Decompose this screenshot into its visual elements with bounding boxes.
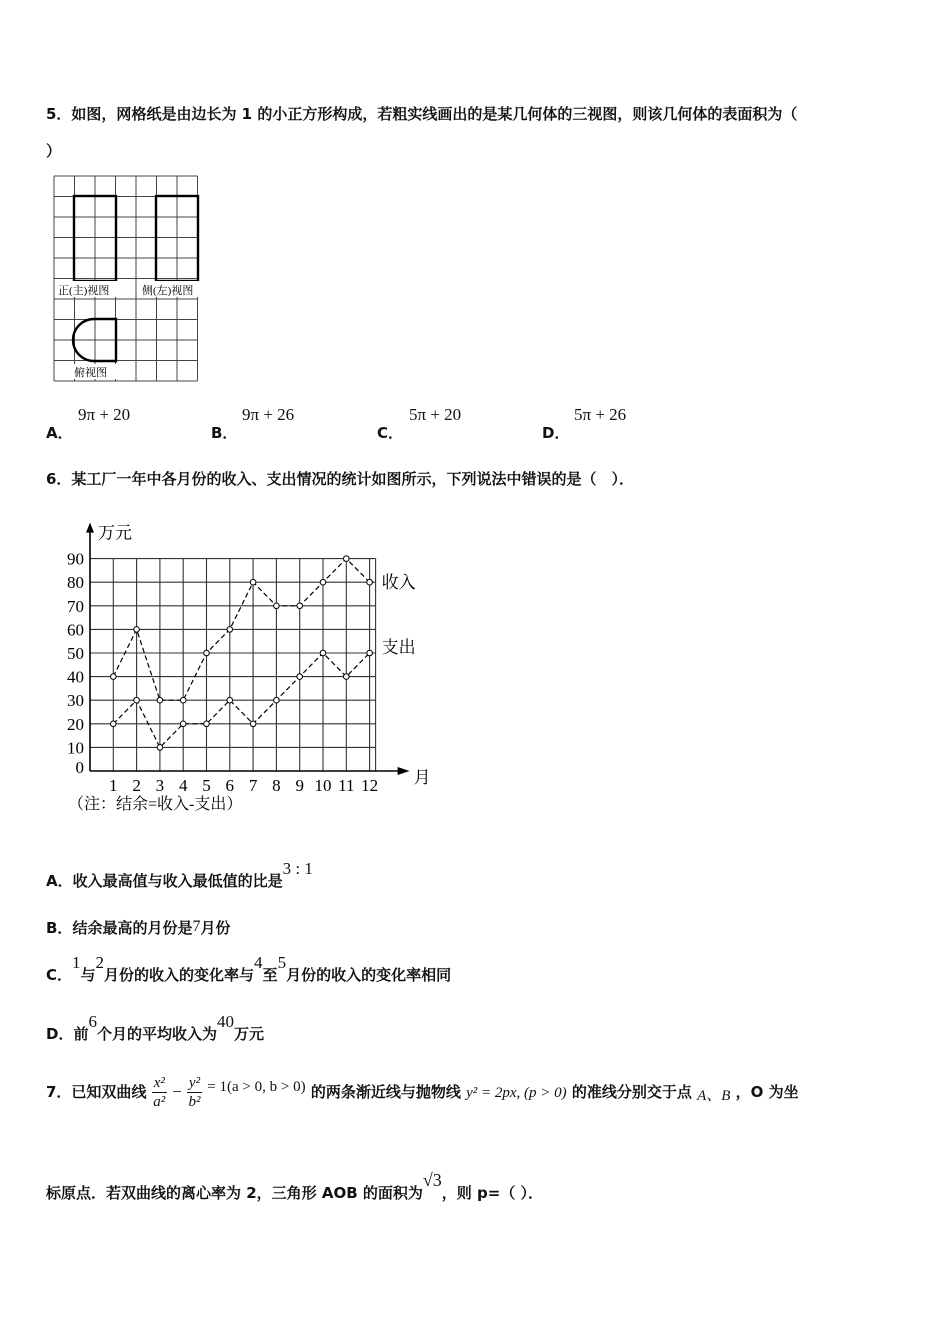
y-tick-label: 40 [67,667,84,687]
data-point [111,674,117,680]
q6-stem: 6．某工厂一年中各月份的收入、支出情况的统计如图所示，下列说法中错误的是（ ）． [46,470,634,488]
x-tick-label: 11 [338,776,355,795]
y-tick-label: 0 [75,758,84,777]
y-tick-label: 70 [67,596,84,616]
option-value: 5π + 20 [409,405,462,424]
option-text: 月份的收入的变化率与 [104,966,255,984]
option-math: 1 [72,953,81,972]
option-value: 9π + 20 [78,405,131,424]
y-tick-label: 10 [67,738,84,758]
data-point [180,721,186,727]
option-letter: C． [377,424,404,442]
data-point [344,556,350,562]
option-value: 5π + 26 [574,405,627,424]
data-point [297,603,303,609]
data-point [157,745,163,751]
option-text: 月份的收入的变化率相同 [286,966,452,984]
option-letter: C． [46,966,73,984]
option-math: 6 [88,1012,97,1031]
chart-note: （注：结余=收入-支出） [68,796,243,813]
option-math: 2 [95,953,105,972]
x-tick-label: 3 [155,776,165,795]
option-letter: A． [46,424,73,442]
y-axis-arrow [86,523,94,533]
q6-option-a[interactable] [46,859,313,891]
option-text: 前 [73,1025,89,1043]
option-math: 5 [277,953,287,972]
y-tick-label: 30 [67,691,84,711]
x-tick-label: 10 [314,776,332,795]
data-point [367,579,373,585]
minus-sign: − [172,1082,182,1101]
y-tick-label: 90 [67,549,84,569]
q7-text: 的两条渐近线与抛物线 [310,1083,461,1101]
data-point [250,579,256,585]
data-point [204,721,210,727]
data-point [227,697,233,703]
x-tick-label: 9 [295,776,304,795]
option-letter: A． [46,872,73,890]
parabola-equation: y² = 2px, (p > 0) [466,1085,567,1101]
hyperbola-condition: = 1(a > 0, b > 0) [207,1079,306,1095]
data-point [134,697,140,703]
fraction-x [152,1074,167,1111]
option-math: 7 [192,918,201,935]
x-axis-arrow [398,767,410,775]
y-tick-label: 20 [67,714,84,734]
q6-option-b[interactable] [46,917,230,938]
data-point [274,603,280,609]
frac-num: x² [153,1075,165,1091]
x-tick-label: 12 [361,776,379,795]
x-tick-label: 7 [248,776,258,795]
y-tick-label: 50 [67,644,84,663]
three-view-figure [52,174,222,384]
q5-stem-close: ） [46,142,62,160]
points-ab: A、B [697,1088,731,1104]
q7-text: 的准线分别交于点 [571,1083,692,1101]
sqrt-three: √3 [422,1170,442,1190]
q7-text: ，则 p=（ ）． [441,1184,544,1202]
data-point [344,674,350,680]
option-text: 与 [80,966,96,984]
frac-num: y² [188,1075,201,1091]
side-view-label: 侧(左)视图 [142,285,194,297]
q7-text: 标原点．若双曲线的离心率为 2，三角形 AOB 的面积为 [46,1184,423,1202]
option-letter: D． [46,1025,74,1043]
x-tick-label: 2 [132,776,141,795]
front-view-label: 正(主)视图 [58,285,110,297]
x-tick-label: 8 [272,776,281,795]
y-axis-title: 万元 [98,523,132,543]
option-text: 至 [262,966,278,984]
option-text: 个月的平均收入为 [96,1025,217,1043]
data-point [367,650,373,656]
data-point [320,650,326,656]
x-tick-label: 6 [225,776,235,795]
data-point [111,721,117,727]
data-point [297,674,303,680]
series-label: 支出 [381,638,416,657]
top-view-label: 俯视图 [74,367,107,379]
x-tick-label: 1 [109,776,118,795]
q7-text: ，O 为坐 [735,1083,799,1101]
series-label: 收入 [381,573,416,593]
option-math: 3 : 1 [282,859,313,878]
q6-option-c[interactable] [46,953,452,985]
option-text: 结余最高的月份是 [72,919,193,937]
option-math: 4 [254,953,263,972]
option-text: 万元 [233,1025,264,1043]
q5-stem: 5．如图，网格纸是由边长为 1 的小正方形构成，若粗实线画出的是某几何体的三视图，则该几何体的表面积为（ [46,105,798,123]
fraction-y [187,1074,202,1111]
q6-option-d[interactable] [46,1012,264,1044]
income-expense-chart [60,505,440,815]
frac-den: b² [188,1094,201,1110]
option-letter: D． [542,424,570,442]
data-point [320,579,326,585]
data-point [250,721,256,727]
frac-den: a² [153,1094,166,1110]
data-point [274,697,280,703]
x-tick-label: 4 [178,776,188,795]
y-tick-label: 80 [67,573,84,593]
option-text: 收入最高值与收入最低值的比是 [72,872,283,890]
y-tick-label: 60 [67,620,84,640]
q7-stem-line1 [46,1072,799,1113]
data-point [204,650,210,656]
option-letter: B． [46,919,73,937]
option-letter: B． [211,424,238,442]
x-axis-title: 月 [413,768,431,787]
data-point [134,627,140,633]
option-value: 9π + 26 [242,405,295,424]
data-point [227,627,233,633]
q7-text: 7．已知双曲线 [46,1083,147,1101]
option-math: 40 [216,1012,234,1031]
option-text: 月份 [200,919,231,937]
x-tick-label: 5 [202,776,211,795]
data-point [157,697,163,703]
data-point [180,697,186,703]
q7-stem-line2 [46,1170,544,1203]
